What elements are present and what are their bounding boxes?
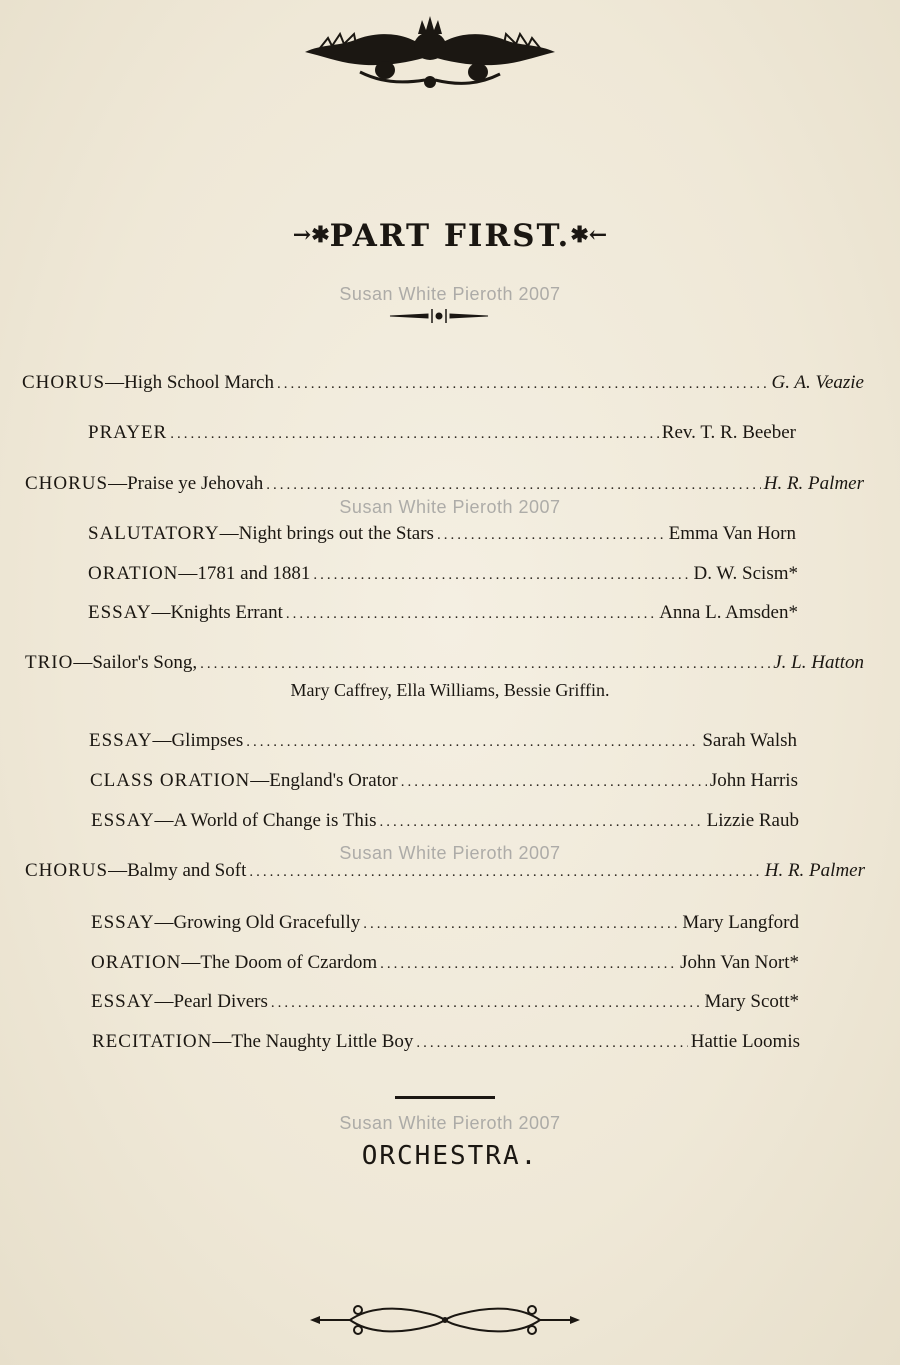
part-title (0, 218, 900, 254)
leader-dots (380, 956, 677, 973)
watermark: Susan White Pieroth 2007 (339, 1113, 561, 1133)
performer: Mary Langford (682, 912, 799, 933)
performer: Emma Van Horn (668, 523, 796, 544)
leader-dots (266, 477, 761, 494)
performer: Anna L. Amsden* (659, 602, 798, 623)
leader-dots (246, 734, 699, 751)
leader-dots (437, 527, 666, 544)
program-row-essay-pearl-divers: ESSAY—Pearl Divers ..... Mary Scott* (91, 991, 799, 1013)
program-row-chorus-balmy-and-soft: CHORUS—Balmy and Soft ..... H. R. Palmer (25, 860, 865, 882)
watermark: Susan White Pieroth 2007 (339, 284, 561, 304)
leader-dots (363, 916, 679, 933)
program-row-essay-glimpses: ESSAY—Glimpses ..... Sarah Walsh (89, 730, 797, 752)
divider-rule (395, 1096, 495, 1099)
composer: H. R. Palmer (763, 473, 864, 494)
composer: G. A. Veazie (771, 372, 864, 393)
thistle-ornament-icon (300, 12, 560, 90)
orchestra-heading: ORCHESTRA. (361, 1141, 539, 1171)
left-flourish-icon: →✱ (292, 222, 330, 248)
leader-dots (170, 426, 659, 443)
program-row-oration-doom-of-czardom: ORATION—The Doom of Czardom ..... John Van Nort* (91, 952, 799, 974)
performer: Rev. T. R. Beeber (661, 422, 796, 443)
leader-dots (271, 995, 702, 1012)
program-row-essay-world-of-change: ESSAY—A World of Change is This ..... Lizzie Raub (91, 810, 799, 832)
performer: John Harris (709, 770, 798, 791)
leader-dots (277, 376, 769, 393)
watermark: Susan White Pieroth 2007 (339, 497, 561, 517)
trio-performers: Mary Caffrey, Ella Williams, Bessie Griffin. (290, 680, 610, 700)
composer: H. R. Palmer (764, 860, 865, 881)
performer: Lizzie Raub (706, 810, 799, 831)
leader-dots (380, 814, 704, 831)
program-row-chorus-praise-ye-jehovah: CHORUS—Praise ye Jehovah ..... H. R. Palmer (25, 473, 864, 495)
performer: Sarah Walsh (702, 730, 797, 751)
program-row-salutatory: SALUTATORY—Night brings out the Stars ..... Emma Van Horn (88, 523, 796, 545)
performer: Mary Scott* (704, 991, 799, 1012)
program-row-essay-growing-old: ESSAY—Growing Old Gracefully ..... Mary Langford (91, 912, 799, 934)
performer: Hattie Loomis (690, 1031, 800, 1052)
leader-dots (313, 567, 690, 584)
leader-dots (249, 864, 761, 881)
program-row-prayer: PRAYER ..... Rev. T. R. Beeber (88, 422, 796, 444)
leader-dots (200, 656, 770, 673)
part-title-text: PART FIRST. (329, 218, 571, 254)
scroll-flourish-ornament-icon (310, 1300, 580, 1340)
performer: D. W. Scism* (693, 563, 798, 584)
watermark: Susan White Pieroth 2007 (339, 843, 561, 863)
small-divider-ornament-icon (388, 305, 490, 327)
program-row-essay-knights-errant: ESSAY—Knights Errant ..... Anna L. Amsden* (88, 602, 798, 624)
program-row-recitation: RECITATION—The Naughty Little Boy ..... Hattie Loomis (92, 1031, 800, 1053)
performer: John Van Nort* (680, 952, 799, 973)
program-row-trio-sailors-song: TRIO—Sailor's Song, ..... J. L. Hatton (25, 652, 864, 674)
leader-dots (416, 1035, 687, 1052)
program-row-class-oration: CLASS ORATION—England's Orator ..... John Harris (90, 770, 798, 792)
composer: J. L. Hatton (773, 652, 864, 673)
program-row-chorus-high-school-march: CHORUS—High School March ..... G. A. Veazie (22, 372, 864, 394)
leader-dots (286, 606, 656, 623)
leader-dots (401, 774, 707, 791)
right-flourish-icon: ✱← (570, 222, 608, 248)
program-row-oration-1781: ORATION—1781 and 1881 ..... D. W. Scism* (88, 563, 798, 585)
